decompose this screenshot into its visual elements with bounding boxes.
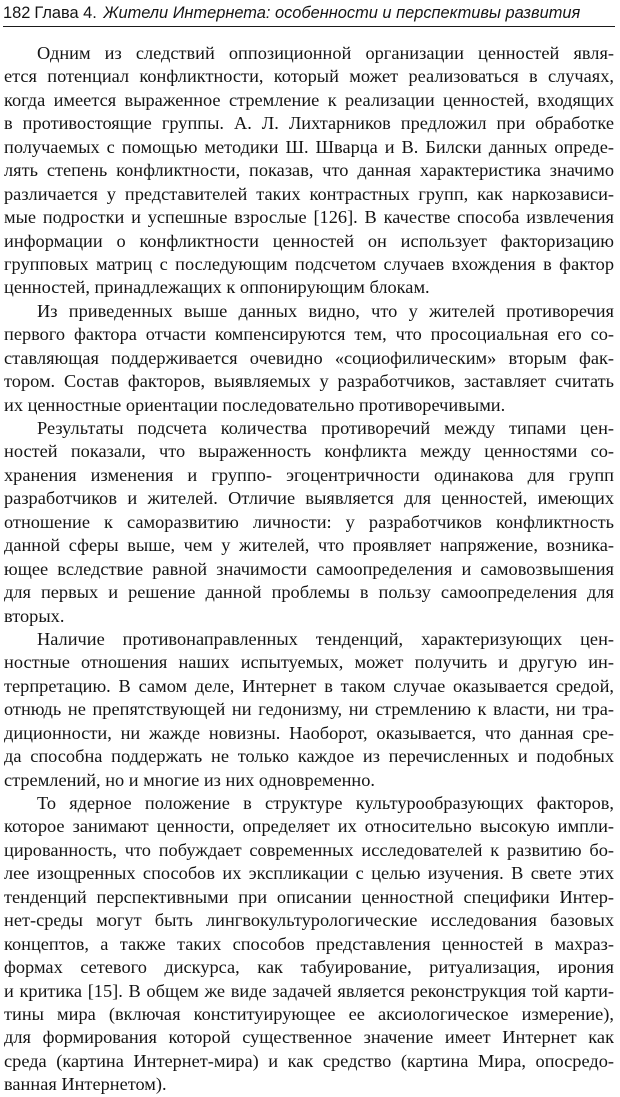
text-line: стремлений, но и многие из них одновременно. — [4, 769, 375, 790]
text-line: ющее вследствие равной значимости самоопределения и самовозвышения — [4, 558, 614, 579]
text-line: получаемых с помощью методики Ш. Шварца и В. Билски данных опреде- — [4, 136, 614, 157]
text-line: для первых и решение данной проблемы в пользу самоопределения для — [4, 582, 614, 603]
text-line: лее изощренных способов их экспликации с целью изучения. В свете этих — [4, 863, 614, 884]
text-line: отношение к саморазвитию личности: у разработчиков конфликтность — [4, 511, 614, 532]
text-line: первого фактора отчасти компенсируются тем, что просоциальная его со- — [4, 324, 614, 345]
text-line: Результаты подсчета количества противоречий между типами цен- — [37, 418, 614, 438]
text-line: тины мира (включая конституирующее ее аксиологическое измерение), — [4, 1003, 614, 1024]
text-line: данной сферы выше, чем у жителей, что проявляет напряжение, возника- — [4, 535, 614, 556]
paragraph — [4, 300, 614, 417]
text-line: То ядерное положение в структуре культурообразующих факторов, — [37, 793, 614, 813]
chapter-label: Глава 4. — [34, 4, 97, 22]
body-text — [4, 42, 614, 1097]
text-line: тенденций перспективными при описании ценностной специфики Интер- — [4, 886, 614, 907]
text-line: отнюдь не препятствующей ни гедонизму, ни стремлению к власти, ни тра- — [4, 699, 614, 720]
text-line: Наличие противонаправленных тенденций, характеризующих цен- — [37, 628, 614, 649]
paragraph — [4, 42, 614, 300]
text-line: информации о конфликтности ценностей он использует факторизацию — [4, 230, 614, 251]
running-head — [3, 2, 615, 27]
text-line: ностей показали, что выраженность конфликта между ценностями со- — [4, 441, 614, 462]
text-line: цированность, что побуждает современных исследователей к развитию бо- — [4, 839, 614, 860]
text-line: для формирования которой существенное значение имеет Интернет как — [4, 1027, 614, 1048]
text-line: тором. Состав факторов, выявляемых у разработчиков, заставляет считать — [4, 371, 614, 392]
text-line: лять степень конфликтности, показав, что данная характеристика значимо — [4, 160, 614, 181]
text-line: концептов, а также таких способов представления ценностей в махраз- — [4, 933, 614, 954]
text-line: ставляющая поддерживается очевидно «социофилическим» вторым фак- — [4, 347, 614, 368]
text-line: ценностей, принадлежащих к оппонирующим блокам. — [4, 277, 430, 298]
text-line: их ценностные ориентации последовательно противоречивыми. — [4, 394, 506, 415]
chapter-subtitle: Жители Интернета: особенности и перспективы развития — [103, 4, 581, 22]
page-number: 182 — [3, 4, 31, 22]
paragraph — [4, 792, 614, 1097]
text-line: нет-среды могут быть лингвокультурологические исследования базовых — [4, 910, 614, 931]
text-line: различается у представителей таких контрастных групп, как наркозависи- — [4, 183, 614, 204]
text-line: да способна поддержать не только каждое из перечисленных и подобных — [4, 746, 614, 767]
text-line: мые подростки и успешные взрослые [126]. В качестве способа извлечения — [4, 207, 614, 228]
text-line: когда имеется выраженное стремление к реализации ценностей, входящих — [4, 89, 614, 110]
text-line: ванная Интернетом). — [4, 1074, 167, 1095]
text-line: ется потенциал конфликтности, который может реализоваться в случаях, — [4, 66, 614, 87]
text-line: разработчиков и жителей. Отличие выявляется для ценностей, имеющих — [4, 488, 614, 509]
text-line: групповых матриц с последующим подсчетом случаев вхождения в фактор — [4, 253, 614, 274]
text-line: в противостоящие группы. А. Л. Лихтарников предложил при обработке — [4, 113, 614, 134]
text-line: и критика [15]. В общем же виде задачей является реконструкция той карти- — [4, 980, 614, 1001]
paragraph — [4, 628, 614, 792]
text-line: ностные отношения наших испытуемых, может получить и другую ин- — [4, 652, 614, 673]
text-line: формах сетевого дискурса, как табуирование, ритуализация, ирония — [4, 957, 614, 978]
paragraph — [4, 417, 614, 628]
text-line: хранения изменения и группо- эгоцентричности одинакова для групп — [4, 464, 614, 485]
text-line: Одним из следствий оппозиционной организации ценностей явля- — [37, 43, 614, 63]
text-line: диционности, ни жажде новизны. Наоборот, оказывается, что данная сре- — [4, 722, 614, 743]
text-line: вторых. — [4, 605, 65, 626]
text-line: терпретацию. В самом деле, Интернет в таком случае оказывается средой, — [4, 675, 614, 696]
text-line: среда (картина Интернет-мира) и как средство (картина Мира, опосредо- — [4, 1050, 614, 1071]
text-line: которое занимают ценности, определяет их относительно высокую импли- — [4, 816, 614, 837]
text-line: Из приведенных выше данных видно, что у жителей противоречия — [37, 300, 614, 321]
